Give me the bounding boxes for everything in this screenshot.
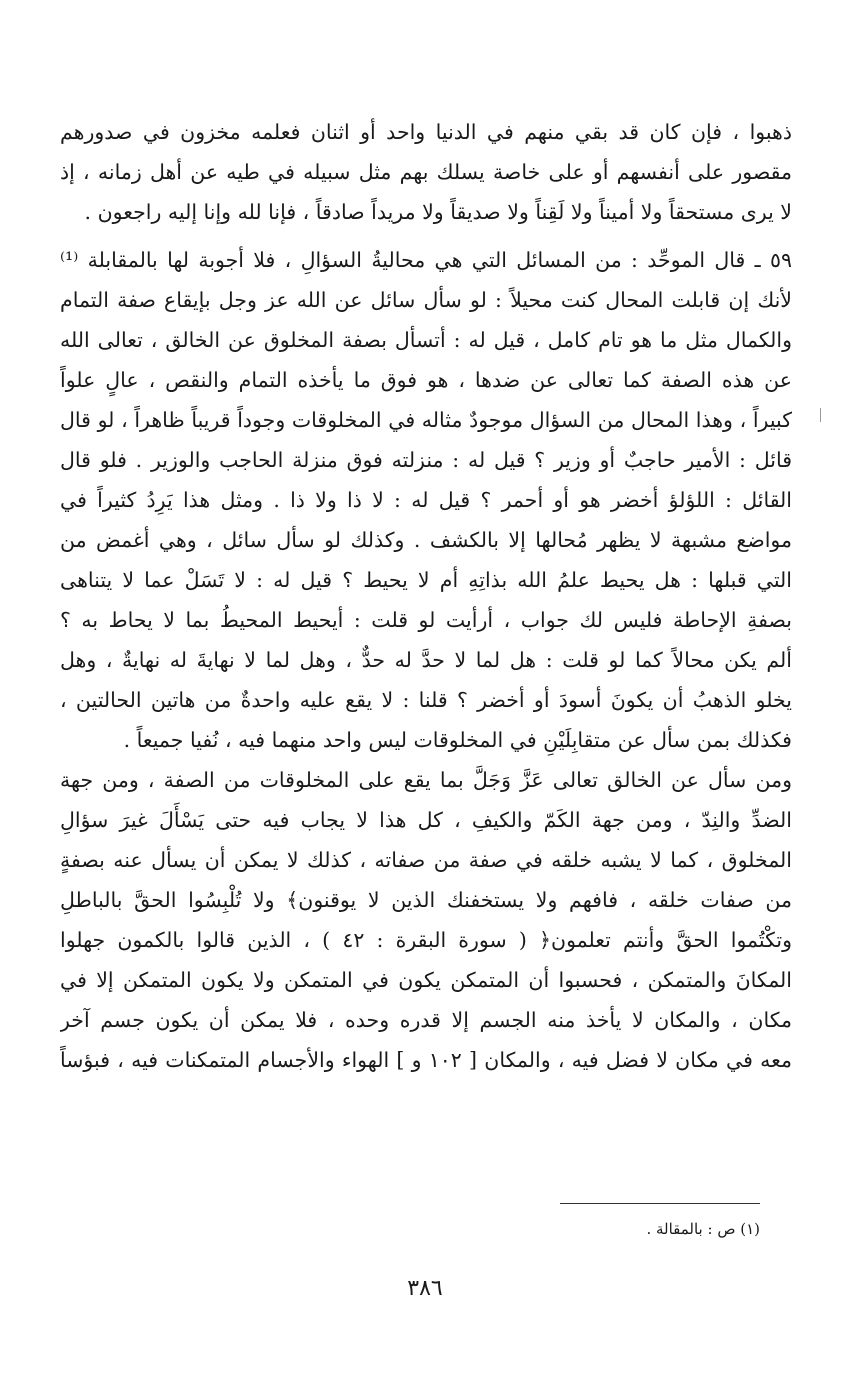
footnote: (١) ص : بالمقالة . — [646, 1220, 760, 1238]
text-line-3: لا يرى مستحقاً ولا أميناً ولا لَقِناً ولا صديقاً ولا مريداً صادقاً ، فإنا لله وإنا إليه راجعون . — [84, 200, 792, 224]
text-line-15: يخلو الذهبُ أن يكونَ أسودَ أو أخضر ؟ قلنا : لا يقع عليه واحدةٌ من هاتين الحالتين ، — [60, 688, 792, 712]
page-number: ٣٨٦ — [407, 1276, 443, 1301]
text-line-18: الضدِّ والنِدّ ، ومن جهة الكَمّ والكيفِ ، كل هذا لا يجاب فيه حتى يَسْأَلَ غيرَ سؤالِ — [60, 808, 792, 832]
text-line-17: ومن سأل عن الخالق تعالى عَزَّ وَجَلَّ بما يقع على المخلوقات من الصفة ، ومن جهة — [60, 768, 792, 792]
text-line-6: والكمال مثل ما هو تام كامل ، قيل له : أتسأل بصفة المخلوق عن الخالق ، تعالى الله — [60, 328, 792, 352]
paragraph-59-heading: ٥٩ ـ قال الموحِّد : من المسائل التي هي محاليةُ السؤالِ ، فلا أجوبة لها بالمقابلة ⁽¹⁾ — [60, 248, 792, 272]
text-line-19: المخلوق ، كما لا يشبه خلقه في صفة من صفاته ، كذلك لا يمكن أن يسأل عنه بصفةٍ — [60, 848, 792, 872]
text-line-8: كبيراً ، وهذا المحال من السؤال موجودٌ مثاله في المخلوقات وجوداً قريباً ظاهراً ، لو قال — [60, 408, 792, 432]
text-line-23: مكان ، والمكان لا يأخذ منه الجسم إلا قدره وحده ، فلا يمكن أن يكون جسم آخر — [60, 1008, 792, 1032]
text-line-9: قائل : الأمير حاجبٌ أو وزير ؟ قيل له : منزلته فوق منزلة الحاجب والوزير . فلو قال — [60, 448, 792, 472]
text-line-2: مقصور على أنفسهم أو على خاصة يسلك بهم مثل سبيله في طيه عن أهل زمانه ، إذ — [60, 160, 792, 184]
text-line-5: لأنك إن قابلت المحال كنت محيلاً : لو سأل سائل عن الله عز وجل بإيقاع صفة التمام — [60, 288, 792, 312]
text-line-7: عن هذه الصفة كما تعالى عن ضدها ، هو فوق ما يأخذه التمام والنقص ، عالٍ علواً — [60, 368, 792, 392]
text-line-16: فكذلك بمن سأل عن متقابِلَيْنِ في المخلوقات ليس واحد منهما فيه ، نُفيا جميعاً . — [123, 728, 792, 752]
footnote-divider — [560, 1203, 760, 1204]
text-line-21: وتكْتُموا الحقَّ وأنتم تعلمون﴿ ( سورة البقرة : ٤٢ ) ، الذين قالوا بالكمون جهلوا — [60, 928, 792, 952]
text-line-14: ألم يكن محالاً كما لو قلت : هل لما لا حدَّ له حدٌّ ، وهل لما لا نهايةَ له نهايةٌ ، وهل — [60, 648, 792, 672]
margin-mark — [820, 408, 821, 422]
page-body — [60, 112, 792, 1080]
text-line-20: من صفات خلقه ، فافهم ولا يستخفنك الذين لا يوقنون﴾ ولا تُلْبِسُوا الحقَّ بالباطلِ — [60, 888, 792, 912]
text-line-11: مواضع مشبهة لا يظهر مُحالها إلا بالكشف . وكذلك لو سأل سائل ، وهي أغمض من — [60, 528, 792, 552]
text-line-1: ذهبوا ، فإن كان قد بقي منهم في الدنيا واحد أو اثنان فعلمه مخزون في صدورهم — [60, 120, 792, 144]
text-line-12: التي قبلها : هل يحيط علمُ الله بذاتِهِ أم لا يحيط ؟ قيل له : لا تَسَلْ عما لا يتناهى — [60, 568, 792, 592]
text-line-24: معه في مكان لا فضل فيه ، والمكان [ ١٠٢ و ] الهواء والأجسام المتمكنات فيه ، فبؤساً — [60, 1048, 792, 1072]
text-line-10: القائل : اللؤلؤ أخضر هو أو أحمر ؟ قيل له : لا ذا ولا ذا . ومثل هذا يَرِدُ كثيراً في — [60, 488, 792, 512]
text-line-22: المكانَ والمتمكن ، فحسبوا أن المتمكن يكون في المتمكن ولا يكون المتمكن إلا في — [60, 968, 792, 992]
text-line-13: بصفةِ الإحاطة فليس لك جواب ، أرأيت لو قلت : أيحيط المحيطُ بما لا يحاط به ؟ — [60, 608, 792, 632]
